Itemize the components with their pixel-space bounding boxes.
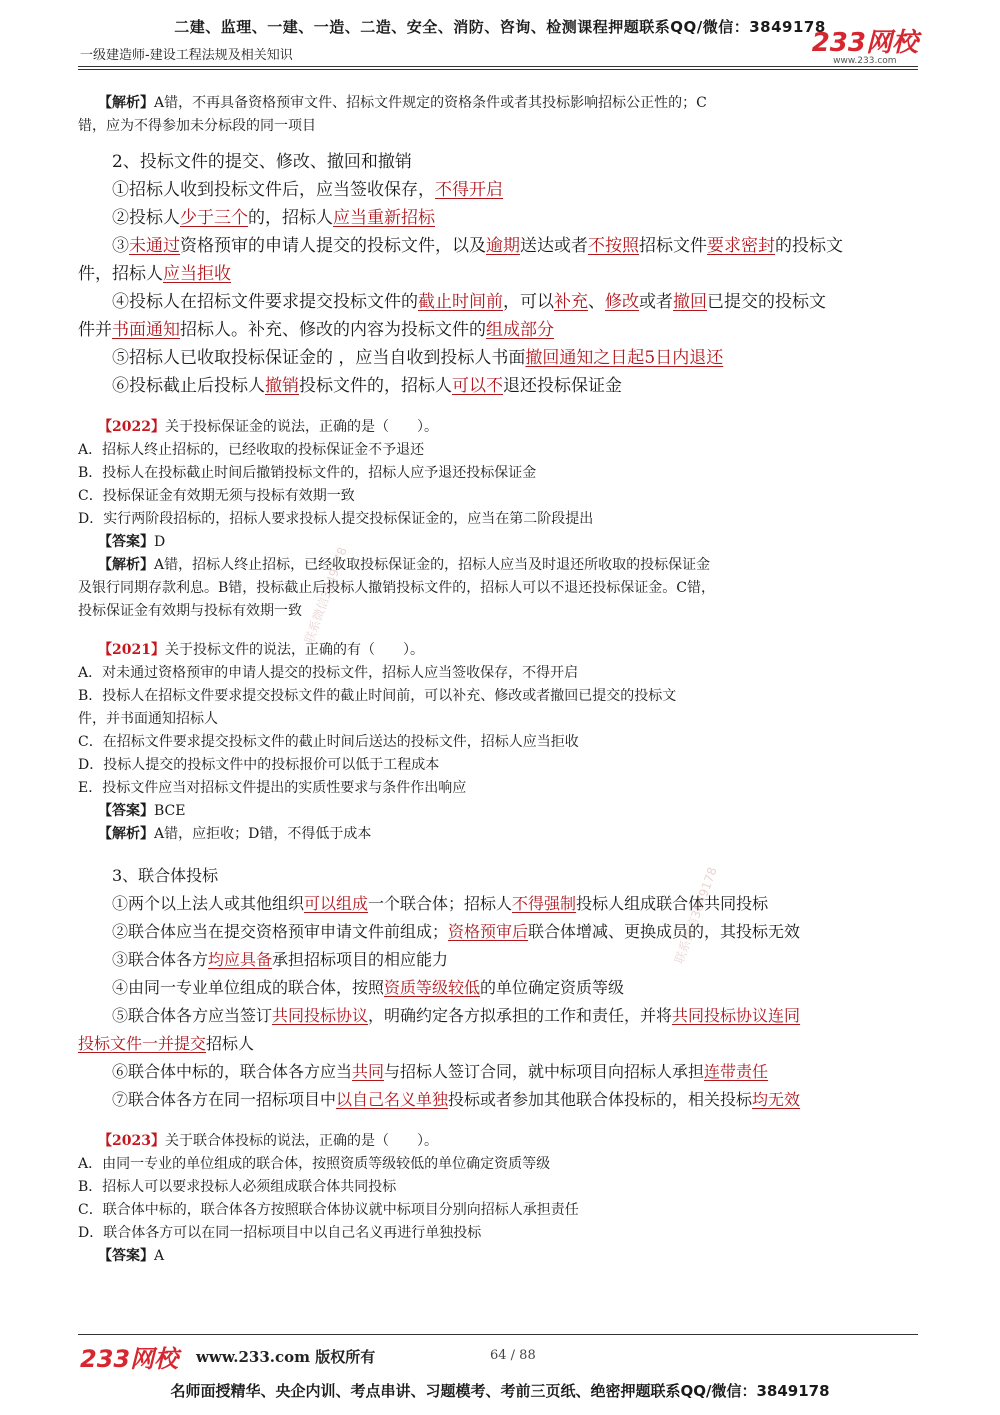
option-d: D．联合体各方可以在同一招标项目中以自己名义再进行单独投标	[78, 1225, 482, 1241]
keyword: 未通过	[129, 236, 180, 256]
option-b-cont: 件，并书面通知招标人	[78, 711, 218, 727]
analysis-line: 错，应为不得参加未分标段的同一项目	[78, 118, 316, 134]
rule-item-cont: 投标文件一并提交招标人	[78, 1034, 255, 1053]
rule-item-cont: 件，招标人应当拒收	[78, 264, 231, 284]
keyword: 书面通知	[112, 320, 180, 340]
keyword: 修改	[605, 292, 639, 312]
keyword: 应当重新招标	[333, 208, 435, 228]
question-2023	[78, 1130, 920, 1268]
header-divider	[78, 66, 918, 70]
brand-logo	[812, 30, 918, 66]
watermark: 联系微信3849178	[671, 865, 720, 966]
question-2021	[78, 639, 920, 846]
option-c: C．投标保证金有效期无须与投标有效期一致	[78, 488, 355, 504]
rule-item: ⑦联合体各方在同一招标项目中以自己名义单独投标或者参加其他联合体投标的，相关投标均无效	[112, 1090, 801, 1109]
rule-item: ⑥投标截止后投标人撤销投标文件的，招标人可以不退还投标保证金	[112, 376, 622, 396]
answer-label: 【答案】	[98, 1248, 154, 1264]
keyword: 连带责任	[704, 1062, 769, 1081]
keyword: 资格预审后	[448, 922, 529, 941]
rule-item: ③联合体各方均应具备承担招标项目的相应能力	[112, 950, 449, 969]
option-a: A．招标人终止招标的，已经收取的投标保证金不予退还	[78, 442, 425, 458]
logo-url: www.233.com	[833, 56, 897, 66]
question-stem: 【2022】关于投标保证金的说法，正确的是（ ）。	[98, 419, 438, 435]
analysis-line: 投标保证金有效期与投标有效期一致	[78, 603, 302, 619]
answer-value: D	[154, 534, 166, 550]
analysis-line: 【解析】A错，招标人终止招标，已经收取投标保证金的，招标人应当及时退还所收取的投标保证金	[98, 557, 711, 573]
watermark: 联系微信3849178	[301, 545, 350, 646]
analysis-line: 【解析】A错，应拒收；D错，不得低于成本	[98, 826, 372, 842]
answer-label: 【答案】	[98, 534, 154, 550]
section-consortium	[78, 862, 920, 1114]
rule-item: ①招标人收到投标文件后，应当签收保存，不得开启	[112, 180, 503, 200]
keyword: 可以组成	[304, 894, 369, 913]
rule-item: ③未通过资格预审的申请人提交的投标文件，以及逾期送达或者不按照招标文件要求密封的投标文	[112, 236, 843, 256]
keyword: 少于三个	[180, 208, 248, 228]
analysis-label: 【解析】	[98, 95, 154, 111]
keyword: 不按照	[588, 236, 639, 256]
footer-contact-banner: 名师面授精华、央企内训、考点串讲、习题模考、考前三页纸、绝密押题联系QQ/微信：3849178	[170, 1382, 830, 1400]
option-a: A．对未通过资格预审的申请人提交的投标文件，招标人应当签收保存，不得开启	[78, 665, 579, 681]
header-contact-banner: 二建、监理、一建、一造、二造、安全、消防、咨询、检测课程押题联系QQ/微信：3849178	[174, 18, 826, 36]
keyword: 以自己名义单独	[336, 1090, 449, 1109]
rule-item: ②投标人少于三个的，招标人应当重新招标	[112, 208, 435, 228]
logo-text: 233网校	[811, 28, 918, 58]
option-d: D．投标人提交的投标文件中的投标报价可以低于工程成本	[78, 757, 440, 773]
keyword: 不得强制	[512, 894, 577, 913]
option-e: E．投标文件应当对招标文件提出的实质性要求与条件作出响应	[78, 780, 467, 796]
rule-item: ④由同一专业单位组成的联合体，按照资质等级较低的单位确定资质等级	[112, 978, 625, 997]
rule-item: ④投标人在招标文件要求提交投标文件的截止时间前，可以补充、修改或者撤回已提交的投标文	[112, 292, 826, 312]
keyword: 应当拒收	[163, 264, 231, 284]
keyword: 不得开启	[435, 180, 503, 200]
keyword: 组成部分	[486, 320, 554, 340]
answer-value: BCE	[154, 803, 186, 819]
footer-copyright: www.233.com 版权所有	[196, 1348, 376, 1366]
document-subtitle: 一级建造师-建设工程法规及相关知识	[80, 48, 293, 63]
rule-item: ⑥联合体中标的，联合体各方应当共同与招标人签订合同，就中标项目向招标人承担连带责任	[112, 1062, 769, 1081]
year-tag: 【2023】	[98, 1133, 165, 1149]
analysis-line: 及银行同期存款利息。B错，投标截止后投标人撤销投标文件的，招标人可以不退还投标保证金。C错，	[78, 580, 715, 596]
keyword: 共同投标协议连同	[672, 1006, 801, 1025]
question-2022	[78, 416, 920, 623]
option-a: A．由同一专业的单位组成的联合体，按照资质等级较低的单位确定资质等级	[78, 1156, 551, 1172]
keyword: 均无效	[752, 1090, 801, 1109]
option-b: B．招标人可以要求投标人必须组成联合体共同投标	[78, 1179, 397, 1195]
footer-divider	[78, 1334, 918, 1335]
rule-item: ①两个以上法人或其他组织可以组成一个联合体；招标人不得强制投标人组成联合体共同投标	[112, 894, 769, 913]
analysis-label: 【解析】	[98, 826, 154, 842]
rule-item-cont: 件并书面通知招标人。补充、修改的内容为投标文件的组成部分	[78, 320, 554, 340]
analysis-text: A错，不再具备资格预审文件、招标文件规定的资格条件或者其投标影响招标公正性的；C	[154, 95, 707, 111]
page-content	[78, 92, 920, 1268]
footer-logo: 233网校	[80, 1345, 179, 1373]
analysis-label: 【解析】	[98, 557, 154, 573]
keyword: 截止时间前	[418, 292, 503, 312]
keyword: 撤销	[265, 376, 299, 396]
rule-item: ⑤招标人已收取投标保证金的 ，应当自收到投标人书面撤回通知之日起5日内退还	[112, 348, 724, 368]
answer-line	[78, 531, 920, 554]
section-title: 2、投标文件的提交、修改、撤回和撤销	[112, 152, 412, 172]
keyword: 共同投标协议	[272, 1006, 369, 1025]
keyword: 资质等级较低	[384, 978, 481, 997]
keyword: 补充	[554, 292, 588, 312]
rule-item: ⑤联合体各方应当签订共同投标协议，明确约定各方拟承担的工作和责任，并将共同投标协议连同	[112, 1006, 801, 1025]
year-tag: 【2021】	[98, 642, 165, 658]
option-c: C．联合体中标的，联合体各方按照联合体协议就中标项目分别向招标人承担责任	[78, 1202, 579, 1218]
option-d: D．实行两阶段招标的，招标人要求投标人提交投标保证金的，应当在第二阶段提出	[78, 511, 594, 527]
answer-line	[78, 800, 920, 823]
keyword: 撤回通知之日起5日内退还	[525, 348, 724, 368]
section-submission	[78, 148, 920, 400]
analysis-line	[78, 92, 920, 115]
keyword: 撤回	[673, 292, 707, 312]
question-stem: 【2023】关于联合体投标的说法，正确的是（ ）。	[98, 1133, 438, 1149]
keyword: 投标文件一并提交	[78, 1034, 207, 1053]
keyword: 均应具备	[208, 950, 273, 969]
page-number: 64 / 88	[490, 1348, 536, 1363]
answer-line	[78, 1245, 920, 1268]
answer-value: A	[154, 1248, 165, 1264]
keyword: 共同	[352, 1062, 385, 1081]
section-title: 3、联合体投标	[112, 866, 219, 885]
keyword: 可以不	[452, 376, 503, 396]
rule-item: ②联合体应当在提交资格预审申请文件前组成；资格预审后联合体增减、更换成员的，其投标无效	[112, 922, 801, 941]
answer-label: 【答案】	[98, 803, 154, 819]
year-tag: 【2022】	[98, 419, 165, 435]
analysis-block	[78, 92, 920, 138]
question-stem: 【2021】关于投标文件的说法，正确的有（ ）。	[98, 642, 424, 658]
option-b: B．投标人在招标文件要求提交投标文件的截止时间前，可以补充、修改或者撤回已提交的投标文	[78, 688, 677, 704]
keyword: 要求密封	[707, 236, 775, 256]
option-c: C．在招标文件要求提交投标文件的截止时间后送达的投标文件，招标人应当拒收	[78, 734, 579, 750]
option-b: B．投标人在投标截止时间后撤销投标文件的，招标人应予退还投标保证金	[78, 465, 537, 481]
keyword: 逾期	[486, 236, 520, 256]
